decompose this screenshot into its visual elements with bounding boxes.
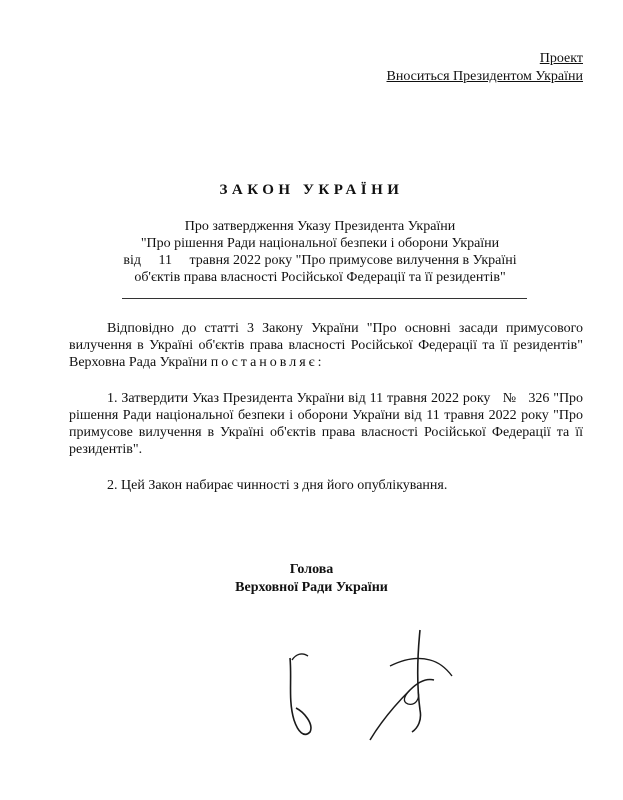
signature-title: [0, 561, 623, 597]
article-1-part-a: 1. Затвердити Указ Президента України від: [107, 391, 366, 406]
paragraph-preamble: [69, 320, 583, 371]
title-divider: [122, 298, 527, 299]
article-1-number: 326: [528, 391, 550, 406]
preamble-verb: постановляє:: [210, 355, 325, 370]
header-meta: [387, 50, 584, 86]
handwritten-signature: [270, 620, 470, 750]
subtitle-date-day: 11: [158, 253, 172, 268]
subtitle-line-2: "Про рішення Ради національної безпеки і оборони України: [140, 236, 500, 251]
paragraph-article-2: 2. Цей Закон набирає чинності з дня його опублікування.: [107, 478, 448, 493]
article-1-day: 11: [369, 391, 384, 406]
subtitle-line-4: об'єктів права власності Російської Федерації та її резидентів": [134, 270, 506, 285]
subtitle-line-3: [100, 252, 540, 269]
subtitle-date-prefix: від: [123, 253, 141, 268]
article-1-part-d: травня 2022 року "Про примусове вилучення в Україні об'єктів права власності Російської Федерації та її резидентів".: [69, 408, 584, 457]
subtitle-line-1: Про затвердження Указу Президента України: [184, 219, 456, 234]
paragraph-article-1: [69, 390, 583, 458]
subtitle-date-rest: травня 2022 року "Про примусове вилучення в Україні: [189, 253, 517, 268]
article-1-part-c: "Про рішення Ради національної безпеки і оборони України від: [69, 391, 584, 423]
document-subtitle: [100, 218, 540, 286]
article-1-part-b: травня 2022 року: [387, 391, 491, 406]
project-label: Проект: [539, 51, 583, 66]
signatory-body: Верховної Ради України: [235, 580, 388, 595]
article-1-number-sign: №: [502, 391, 517, 406]
article-1-day-2: 11: [426, 408, 440, 423]
document-title: ЗАКОН УКРАЇНИ: [219, 182, 404, 198]
preamble-text: Відповідно до статті 3 Закону України "Про основні засади примусового вилучення в Україні об'єктів права власності Російської Федерації та її резидентів" Верховна Рада України: [69, 321, 583, 370]
submitted-by: Вноситься Президентом України: [386, 69, 583, 84]
document-body: [69, 320, 583, 494]
signatory-position: Голова: [289, 562, 334, 577]
